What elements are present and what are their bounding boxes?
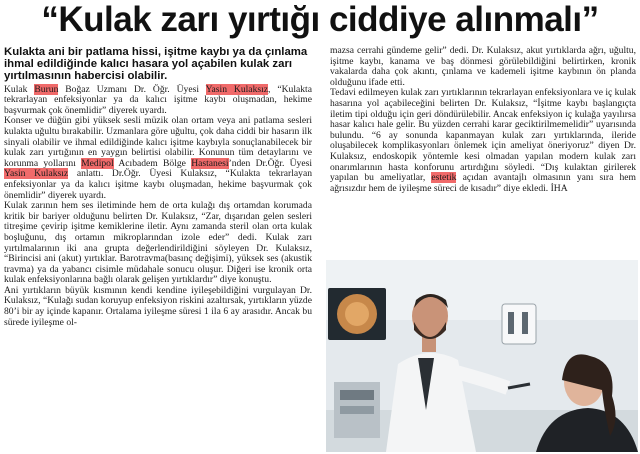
body-paragraph-5: mazsa cerrahi gündeme gelir” dedi. Dr. Kulaksız, akut yırtıklarda ağrı, uğultu, işitme kaybı, kanama ve baş dönmesi görülebildiğini belirtirken, kronik vakalarda daha çok akıntı, çınlama ve kademeli işitme kaybının ön planda olduğunu ifade etti. [330, 45, 636, 88]
body-paragraph-2 [4, 116, 312, 201]
text-run: açıdan avantajlı olmasının yanı sıra hem ağrısızdır hem de iyileşme süreci de kısadır” diye ekledi. İHA [330, 172, 636, 194]
highlighted-term: Yasin Kulaksız [4, 168, 69, 180]
lead-paragraph: Kulakta ani bir patlama hissi, işitme kaybı ya da çınlama ihmal edildiğinde kalıcı hasara yol açabilen kulak zarı yırtılmasının habercisi olabilir. [4, 46, 308, 83]
otoscope-station [502, 304, 536, 344]
headline: “Kulak zarı yırtığı ciddiye alınmalı” [41, 0, 599, 39]
body-paragraph-4: Ani yırtıkların büyük kısmının kendi kendine iyileşebildiğini vurgulayan Dr. Kulaksız, “Kulağı sudan koruyup enfeksiyon riskini azaltırsak, yırtıkların yüzde 80’i bir ay içinde kapanır. Ortalama iyileşme süresi 1 ila 6 ay arasıdır. Ancak bu sürede iyileşme ol- [4, 284, 312, 328]
highlighted-term: Hastanesi [191, 157, 229, 169]
highlighted-term: estetik [431, 172, 457, 184]
highlighted-term: Burun [34, 83, 59, 95]
body-paragraph-6 [330, 88, 636, 194]
doctor-examining-patient-illustration [326, 260, 638, 452]
highlighted-term: Medipol [81, 157, 114, 169]
text-run: anlattı. Dr.Öğr. Üyesi Kulaksız, “Kulakta tekrarlayan enfeksiyonlar ya da kalıcı işitme kaybı oluşmadan, hekime başvurmak çok önemlidir” diyerek uyardı. [4, 168, 312, 201]
highlighted-term: Yasin Kulaksız [205, 83, 269, 95]
text-run: Kulak [4, 83, 35, 95]
article-column-left [4, 46, 312, 328]
text-run: Tedavi edilmeyen kulak zarı yırtıklarının tekrarlayan enfeksiyonlara ve iç kulak hasarına yol açabileceğini belirten Dr. Kulaksız, “İşitme kaybı başlangıçta iletim tipi olduğu için geri döndürülebilir. Ancak enfeksiyon iç kulağa yayılırsa hasar kalıcı hale gelir. Bu yüzden cerrahi karar geciktirilmemelidir” uyarısında bulundu. “6 ay sonunda kapanmayan kulak zarı yırtıklarında, ileride oluşabilecek komplikasyonları önlemek için ameliyat öneriyoruz” diyen Dr. Kulaksız, endoskopik yöntemle kesi olmadan yapılan modern kulak zarı onarımlarının hasta konforunu artırdığını söyledi. “Dış kulaktan girilerek yapılan bu ameliyatlar, [330, 87, 636, 184]
body-paragraph-1 [4, 85, 312, 117]
article-column-right [330, 46, 636, 194]
text-run: ’nden Dr.Öğr. Üyesi [228, 157, 312, 169]
body-paragraph-3: Kulak zarının hem ses iletiminde hem de orta kulağı dış ortamdan korumada kritik bir bariyer olduğunu belirten Dr. Kulaksız, “Zar, dışarıdan gelen sesleri titreşime çevirip işitme kemiklerine iletir. Aynı zamanda steril olan orta kulak boşluğunu, dış ortamın mikroplarından izole eder” dedi. Kulak zarı yırtılmalarının iki ana grupta değerlendirildiğini söyleyen Dr. Kulaksız, “Birincisi ani (akut) yırtıklar. Barotravma(basınç değişimi), yüksek ses (akustik travma) ya da yabancı cisimle müdahale sonucu oluşur. Diğeri ise kronik orta kulak enfeksiyonlarına bağlı olarak gelişen yırtıklardır” diye konuştu. [4, 200, 312, 286]
text-run: Boğaz Uzmanı Dr. Öğr. Üyesi [58, 83, 206, 95]
text-run: , “Kulakta tekrarlayan enfeksiyonlar ya da kalıcı işitme kaybı oluşmadan, hekime başvurmak çok önemlidir” diyerek uyardı. [4, 83, 312, 116]
text-run: Konser ve düğün gibi yüksek sesli müzik olan ortam veya ani patlama sesleri kulakta uğultu bırakabilir. Uzmanlara göre uğultu, çok daha ciddi bir hasarın ilk sinyali olabilir ve ihmal edildiğinde kalıcı işitme kaybıyla sonuçlanabilecek bir kulak zarı yırtığının en yaygın belirtisi olabilir. Konunun tüm detaylarını ve korunma yollarını [4, 115, 312, 169]
text-run: Acıbadem Bölge [113, 157, 192, 169]
article-photo [326, 260, 638, 452]
